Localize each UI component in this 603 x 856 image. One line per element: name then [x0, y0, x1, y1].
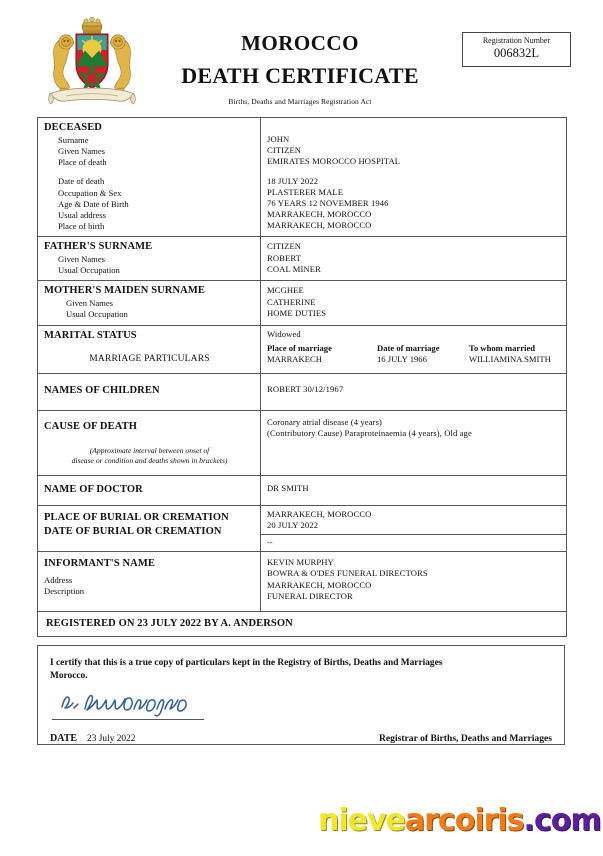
marriage-particulars-grid [267, 343, 561, 365]
mother-label-occupation: Usual Occupation [66, 309, 128, 320]
burial-top-values [261, 506, 566, 534]
burial-extra-value: -- [261, 534, 566, 551]
doctor-heading: NAME OF DOCTOR [44, 483, 143, 495]
section-informant [38, 552, 566, 612]
marriage-date-value: 16 JULY 1966 [377, 353, 427, 364]
father-value-surname: CITIZEN [267, 241, 302, 252]
informant-label-description: Description [44, 586, 85, 597]
informant-labels [38, 552, 261, 611]
deceased-value-spacer [267, 168, 561, 176]
signature-area [50, 689, 552, 727]
doctor-value-cell [261, 476, 566, 505]
father-values [261, 237, 566, 280]
registrar-title: Registrar of Births, Deaths and Marriages [378, 732, 552, 744]
mother-label-given-names: Given Names [66, 298, 114, 309]
marital-status-heading: MARITAL STATUS [44, 329, 137, 341]
deceased-labels [38, 118, 261, 236]
section-marital-status [38, 326, 566, 375]
deceased-value-usual-address: MARRAKECH, MOROCCO [267, 209, 372, 220]
mother-value-given-names: CATHERINE [267, 297, 316, 308]
watermark-part-2: arcoiris [404, 803, 524, 838]
certify-line-1: I certify that this is a true copy of particulars kept in the Registry of Births, Deaths and Marriages [50, 658, 443, 668]
deceased-label-usual-address: Usual address [58, 209, 106, 220]
burial-heading-date: DATE OF BURIAL OR CREMATION [44, 525, 222, 537]
section-burial [38, 506, 566, 553]
watermark-part-3: .com [523, 803, 601, 838]
document-title: DEATH CERTIFICATE [181, 63, 419, 89]
certify-footer [50, 728, 552, 746]
deceased-heading-spacer [267, 121, 561, 134]
deceased-value-surname: JOHN [267, 134, 290, 144]
date-value: 23 July 2022 [87, 733, 136, 744]
registered-text: REGISTERED ON 23 JULY 2022 BY A. ANDERSON [46, 617, 293, 629]
mother-value-occupation: HOME DUTIES [267, 308, 327, 319]
mother-heading: MOTHER'S MAIDEN SURNAME [44, 285, 205, 297]
deceased-label-surname: Surname [58, 134, 89, 145]
children-heading: NAMES OF CHILDREN [44, 385, 160, 397]
marriage-place-value: MARRAKECH [267, 353, 322, 364]
site-watermark [318, 803, 601, 838]
informant-value-address: MARRAKECH, MOROCCO [267, 579, 372, 590]
marriage-date-header: Date of marriage [377, 342, 440, 353]
registration-number-value: 006832L [493, 46, 540, 61]
certification-box [37, 645, 565, 745]
section-deceased [38, 118, 566, 237]
cause-labels [38, 411, 261, 475]
deceased-value-age-dob: 76 YEARS 12 NOVEMBER 1946 [267, 197, 389, 208]
deceased-values [261, 118, 566, 236]
children-value: ROBERT 30/12/1967 [267, 384, 344, 395]
section-cause-of-death [38, 411, 566, 476]
father-value-occupation: COAL MINER [267, 264, 321, 275]
deceased-label-place-of-death: Place of death [58, 157, 107, 168]
marital-status-value: Widowed [267, 328, 301, 339]
registration-number-label: Registration Number [482, 36, 551, 45]
informant-label-address: Address [44, 575, 73, 586]
deceased-heading: DECEASED [44, 122, 102, 133]
section-father [38, 237, 566, 281]
deceased-label-spacer [44, 168, 255, 176]
marriage-spouse-value: WILLIAMINA SMITH [469, 353, 551, 364]
father-value-given-names: ROBERT [267, 252, 301, 263]
watermark-part-1: nieve [318, 803, 405, 838]
deceased-value-given-names: CITIZEN [267, 145, 302, 156]
burial-labels [38, 506, 261, 552]
marriage-place-header: Place of marriage [267, 342, 332, 353]
deceased-label-date-of-death: Date of death [58, 176, 105, 187]
cause-line-2: (Contributory Cause) Paraproteinaemia (4 years), Old age [267, 428, 472, 439]
children-values [261, 374, 566, 410]
marriage-particulars-label: MARRIAGE PARTICULARS [89, 353, 210, 364]
mother-values [261, 281, 566, 324]
burial-place-value: MARRAKECH, MOROCCO [267, 508, 372, 519]
registration-number-box [462, 32, 571, 67]
marriage-spouse-header: To whom married [469, 342, 536, 353]
deceased-label-given-names: Given Names [58, 146, 106, 157]
deceased-value-occupation-sex: PLASTERER MALE [267, 186, 344, 197]
marriage-place-col [267, 343, 377, 365]
deceased-label-age-dob: Age & Date of Birth [58, 198, 129, 209]
deceased-value-date-of-death: 18 JULY 2022 [267, 175, 319, 186]
father-heading: FATHER'S SURNAME [44, 241, 153, 253]
deceased-value-place-of-birth: MARRAKECH, MOROCCO [267, 220, 372, 231]
informant-value-company: BOWRA & O'DES FUNERAL DIRECTORS [267, 568, 428, 579]
father-label-given-names: Given Names [58, 254, 106, 265]
marital-labels [38, 326, 261, 374]
cause-values [261, 411, 566, 475]
act-subtitle: Births, Deaths and Marriages Registration Act [228, 97, 372, 107]
cause-note-line2: disease or condition and deaths shown in brackets) [71, 455, 228, 465]
marriage-spouse-col [469, 343, 561, 365]
mother-value-surname: MCGHEE [267, 285, 304, 296]
title-block [150, 32, 450, 106]
country-name: MOROCCO [241, 31, 359, 55]
certificate-table [37, 117, 567, 637]
certificate-header [0, 0, 603, 112]
deceased-label-place-of-birth: Place of birth [58, 221, 105, 232]
date-group [50, 728, 136, 746]
section-registered [38, 612, 566, 636]
burial-date-value: 20 JULY 2022 [267, 519, 319, 530]
burial-values [261, 506, 566, 552]
deceased-label-occupation-sex: Occupation & Sex [58, 187, 122, 198]
signature-a-anderson [54, 687, 214, 721]
children-label [38, 374, 261, 410]
deceased-value-place-of-death: EMIRATES MOROCCO HOSPITAL [267, 156, 401, 167]
doctor-label [38, 476, 261, 505]
morocco-coat-of-arms-icon [36, 16, 148, 112]
father-labels [38, 237, 261, 280]
cause-heading: CAUSE OF DEATH [44, 421, 137, 433]
cause-note-line1: (Approximate interval between onset of [89, 445, 210, 455]
informant-heading: INFORMANT'S NAME [44, 558, 155, 570]
date-label: DATE [50, 732, 78, 744]
signature-rule [52, 719, 204, 720]
section-doctor [38, 476, 566, 506]
burial-heading-place: PLACE OF BURIAL OR CREMATION [44, 511, 229, 523]
marriage-date-col [377, 343, 469, 365]
section-mother [38, 281, 566, 325]
father-label-occupation: Usual Occupation [58, 265, 120, 276]
informant-value-description: FUNERAL DIRECTOR [267, 590, 353, 601]
mother-labels [38, 281, 261, 324]
section-children [38, 374, 566, 411]
informant-values [261, 552, 566, 611]
marital-values [261, 326, 566, 374]
doctor-value: DR SMITH [267, 482, 309, 493]
informant-value-name: KEVIN MURPHY [267, 557, 334, 568]
certify-line-2: Morocco. [50, 671, 88, 682]
cause-line-1: Coronary atrial disease (4 years) [267, 417, 382, 428]
